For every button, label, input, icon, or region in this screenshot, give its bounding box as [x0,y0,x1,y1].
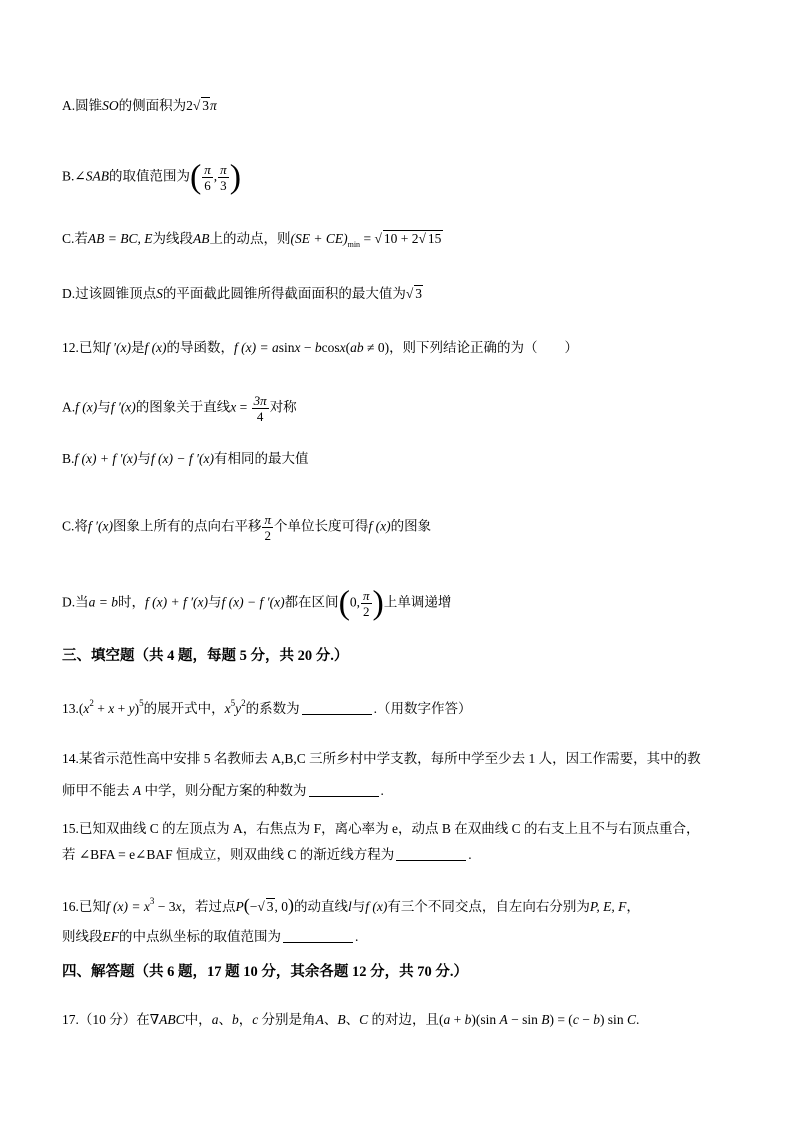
section-heading-fill-in: 三、填空题（共 4 题，每题 5 分，共 20 分.） [62,648,349,664]
option-12c: C.将f ′(x)图象上所有的点向右平移 $\frac{\pi}{2}$ 个单位长度可得f (x)的图象 [62,512,432,543]
question-14-line-1: 14.某省示范性高中安排 5 名教师去 A,B,C 三所乡村中学支教，每所中学至少去 1 人，因工作需要，其中的教 [62,751,701,766]
question-13: $13.(x^2 + x + y)^5$的展开式中，$x^5y^2$的系数为 .（用数字作答） [62,698,472,716]
option-12a: A.f (x)与f ′(x)的图象关于直线x = $\frac{3\pi}{4}$ 对称 [62,393,297,424]
question-16-line-1: 16.已知f $(x) = x^3 - 3x$，若过点P(−√ 3, 0)的动直线l与f (x)有三个不同交点，自左向右分别为P, E, F， [62,895,640,915]
section-heading-solutions: 四、解答题（共 6 题，17 题 10 分，其余各题 12 分，共 70 分.） [62,964,468,980]
question-15-line-1: 15.已知双曲线 C 的左顶点为 A，右焦点为 F，离心率为 e，动点 B 在双曲线 C 的右支上且不与右顶点重合， [62,821,700,836]
question-17: 17.（10 分）在∇ABC中，a、b，c 分别是角A、B、C 的对边，且(a + b)(sin A − sin B) = (c − b) sin C. [62,1012,640,1027]
question-16-line-2: 则线段EF的中点纵坐标的取值范围为 . [62,929,359,944]
answer-blank[interactable] [396,846,466,861]
option-11d: D.过该圆锥顶点S的平面截此圆锥所得截面面积的最大值为√ 3 [62,286,423,301]
option-12b: B.f (x) + f ′(x)与f (x) − f ′(x)有相同的最大值 [62,451,309,466]
answer-blank[interactable] [283,928,353,943]
option-11b: B.∠SAB的取值范围为( $\frac{\pi}{6}$ , $\frac{\pi}{3}$ ) [62,158,242,196]
option-12d: D.当a = b时，f (x) + f ′(x)与f (x) − f ′(x)都在区间(0, $\frac{\pi}{2}$ )上单调递增 [62,584,452,622]
question-14-line-2: 师甲不能去 A 中学，则分配方案的种数为 . [62,783,384,798]
answer-blank[interactable] [309,782,379,797]
question-15-line-2: 若 ∠BFA = e∠BAF 恒成立，则双曲线 C 的渐近线方程为 . [62,847,472,862]
question-12: 12.已知f ′(x)是f (x)的导函数，f (x) = asinx − bcosx(ab ≠ 0)，则下列结论正确的为（ ） [62,340,579,355]
option-11c: C.若AB = BC, E为线段AB上的动点，则$(SE + CE)_{min}$ = √ 10 + 2√ 15 [62,231,442,249]
option-11a: A.圆锥SO的侧面积为2√ 3π [62,98,217,113]
answer-blank[interactable] [302,700,372,715]
